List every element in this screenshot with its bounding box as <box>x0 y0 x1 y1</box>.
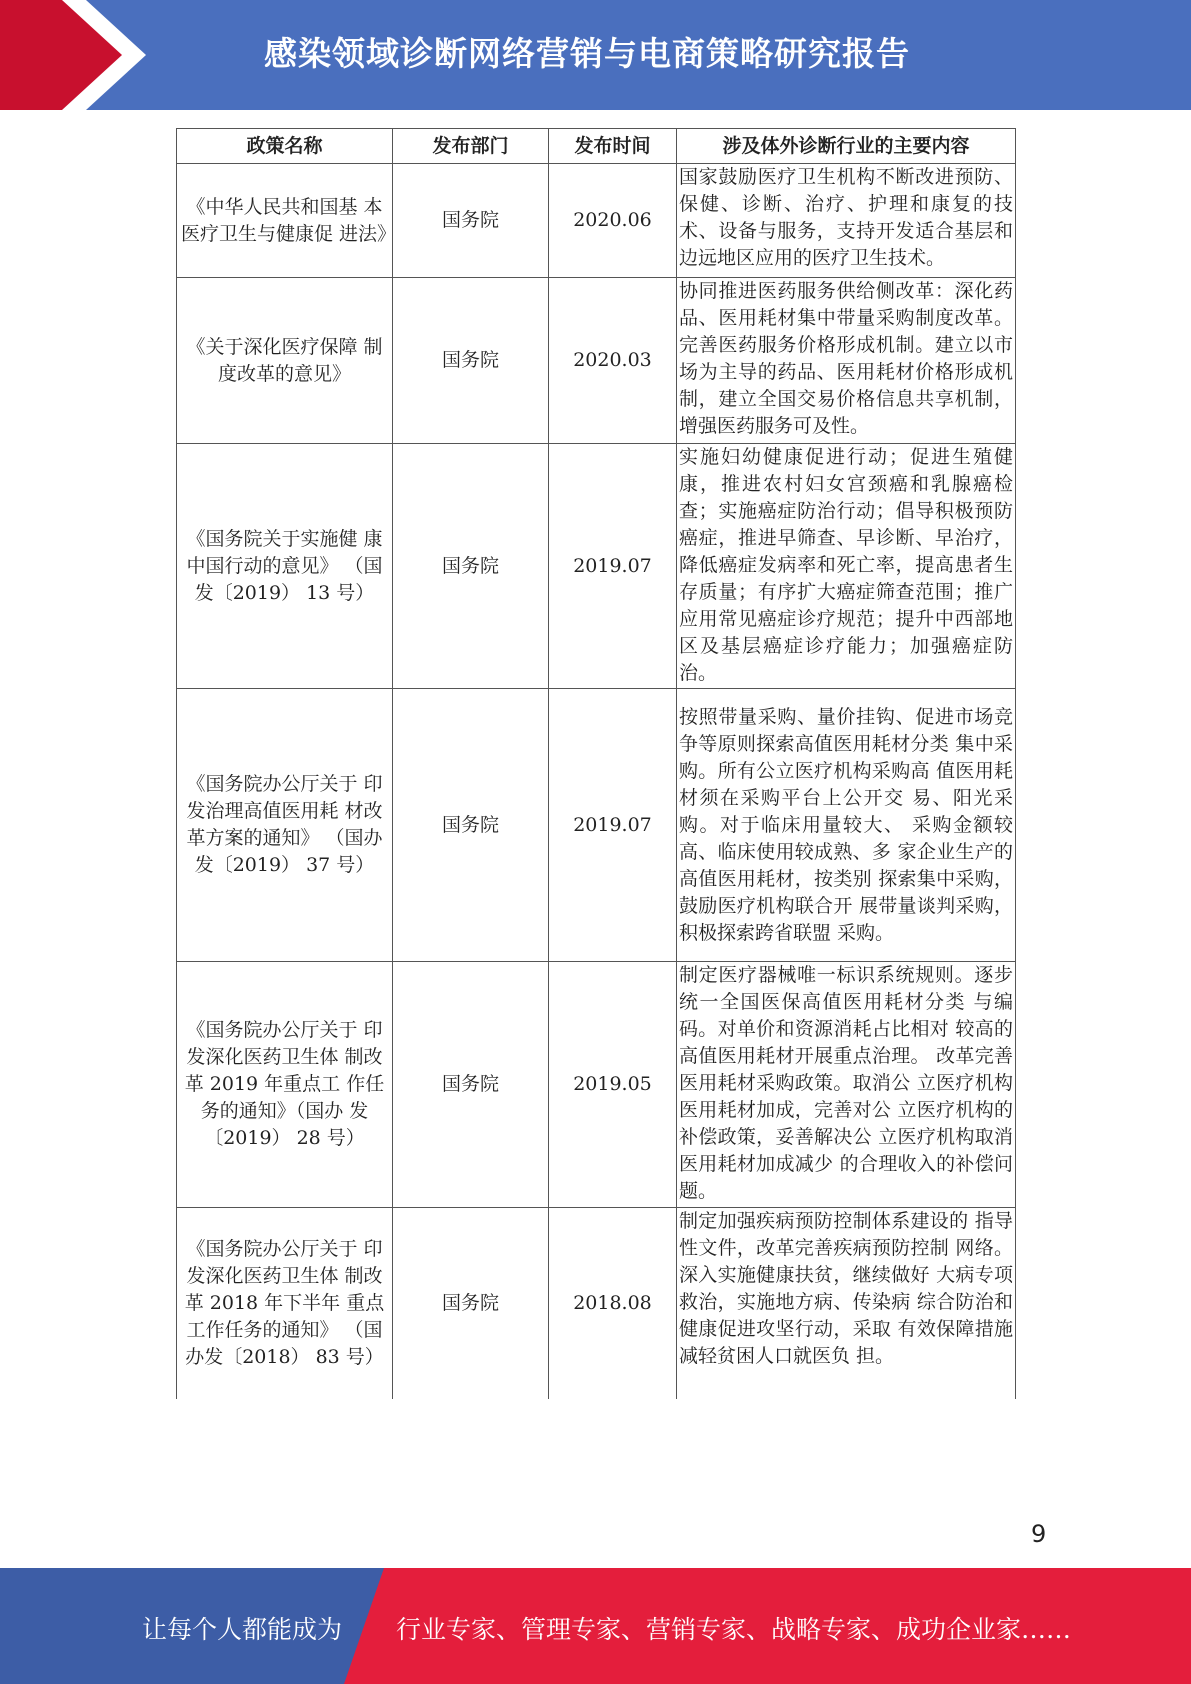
policy-name-cell: 《关于深化医疗保障 制度改革的意见》 <box>177 278 393 444</box>
content-cell: 协同推进医药服务供给侧改革：深化药品、医用耗材集中带量采购制度改革。完善医药服务价格形成机制。建立以市场为主导的药品、医用耗材价格形成机制，建立全国交易价格信息共享机制，增强医药服务可及性。 <box>677 278 1016 444</box>
policy-name-cell: 《国务院办公厅关于 印发深化医药卫生体 制改革 2018 年下半年 重点工作任务的通知》 （国办发〔2018） 83 号） <box>177 1208 393 1399</box>
department-cell: 国务院 <box>393 689 549 962</box>
page-footer <box>0 1568 1191 1684</box>
page-header <box>0 0 1191 110</box>
table-row <box>177 164 1016 278</box>
policy-name-cell: 《中华人民共和国基 本医疗卫生与健康促 进法》 <box>177 164 393 278</box>
department-cell: 国务院 <box>393 444 549 689</box>
column-header-department: 发布部门 <box>393 129 549 164</box>
content-cell: 按照带量采购、量价挂钩、促进市场竞争等原则探索高值医用耗材分类 集中采购。所有公立医疗机构采购高 值医用耗材须在采购平台上公开交 易、阳光采购。对于临床用量较大、 采购金额较高、临床使用较成熟、多 家企业生产的高值医用耗材，按类别 探索集中采购，鼓励医疗机构联合开 展带量谈判采购，积极探索跨省联盟 采购。 <box>677 689 1016 962</box>
department-cell: 国务院 <box>393 1208 549 1399</box>
policy-name-cell: 《国务院办公厅关于 印发深化医药卫生体 制改革 2019 年重点工 作任务的通知》（国办 发〔2019） 28 号） <box>177 962 393 1208</box>
date-cell: 2019.05 <box>549 962 677 1208</box>
content-cell: 制定医疗器械唯一标识系统规则。逐步统一全国医保高值医用耗材分类 与编码。对单价和资源消耗占比相对 较高的高值医用耗材开展重点治理。 改革完善医用耗材采购政策。取消公 立医疗机构医用耗材加成，完善对公 立医疗机构的补偿政策，妥善解决公 立医疗机构取消医用耗材加成减少 的合理收入的补偿问题。 <box>677 962 1016 1208</box>
table-row <box>177 962 1016 1208</box>
department-cell: 国务院 <box>393 962 549 1208</box>
content-cell: 国家鼓励医疗卫生机构不断改进预防、保健、诊断、治疗、护理和康复的技术、设备与服务，支持开发适合基层和边远地区应用的医疗卫生技术。 <box>677 164 1016 278</box>
content-cell: 实施妇幼健康促进行动；促进生殖健康，推进农村妇女宫颈癌和乳腺癌检查；实施癌症防治行动；倡导积极预防癌症，推进早筛查、早诊断、早治疗，降低癌症发病率和死亡率，提高患者生存质量；有序扩大癌症筛查范围；推广应用常见癌症诊疗规范；提升中西部地区及基层癌症诊疗能力；加强癌症防治。 <box>677 444 1016 689</box>
table-header-row <box>177 129 1016 164</box>
report-title: 感染领域诊断网络营销与电商策略研究报告 <box>264 34 910 73</box>
table-row <box>177 444 1016 689</box>
footer-slogan-left: 让每个人都能成为 <box>142 1615 343 1644</box>
column-header-date: 发布时间 <box>549 129 677 164</box>
table-row <box>177 1208 1016 1399</box>
department-cell: 国务院 <box>393 278 549 444</box>
footer-slogan-right: 行业专家、管理专家、营销专家、战略专家、成功企业家…… <box>396 1615 1072 1644</box>
policy-table-container <box>176 128 1015 1399</box>
column-header-policy-name: 政策名称 <box>177 129 393 164</box>
policy-name-cell: 《国务院关于实施健 康中国行动的意见》 （国发〔2019） 13 号） <box>177 444 393 689</box>
table-row <box>177 278 1016 444</box>
date-cell: 2019.07 <box>549 689 677 962</box>
date-cell: 2020.06 <box>549 164 677 278</box>
date-cell: 2018.08 <box>549 1208 677 1399</box>
content-cell: 制定加强疾病预防控制体系建设的 指导性文件，改革完善疾病预防控制 网络。深入实施健康扶贫，继续做好 大病专项救治，实施地方病、传染病 综合防治和健康促进攻坚行动，采取 有效保障措施减轻贫困人口就医负 担。 <box>677 1208 1016 1399</box>
date-cell: 2019.07 <box>549 444 677 689</box>
date-cell: 2020.03 <box>549 278 677 444</box>
table-row <box>177 689 1016 962</box>
department-cell: 国务院 <box>393 164 549 278</box>
policy-table <box>176 128 1016 1399</box>
page-number: 9 <box>1031 1520 1047 1548</box>
column-header-content: 涉及体外诊断行业的主要内容 <box>677 129 1016 164</box>
policy-name-cell: 《国务院办公厅关于 印发治理高值医用耗 材改革方案的通知》 （国办发〔2019） 37 号） <box>177 689 393 962</box>
